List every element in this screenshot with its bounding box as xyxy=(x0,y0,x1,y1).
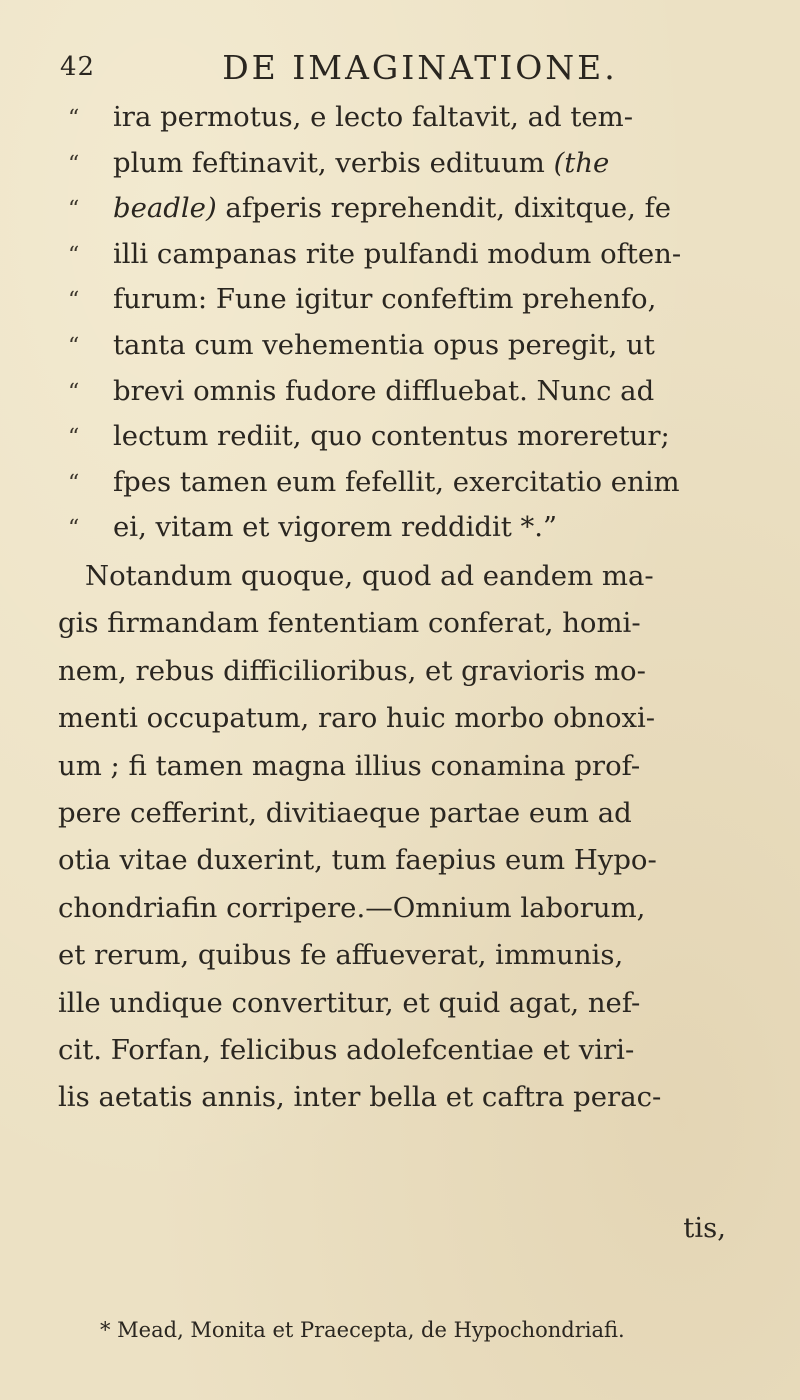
paragraph-line: et rerum, quibus fe affueverat, immunis, xyxy=(58,939,624,971)
quoted-line xyxy=(113,329,655,361)
quote-mark: “ xyxy=(68,471,80,496)
quoted-line xyxy=(113,466,680,498)
quote-mark: “ xyxy=(68,243,80,268)
paragraph-line: gis firmandam fententiam conferat, homi- xyxy=(58,607,641,639)
line-text: brevi omnis fudore diffluebat. Nunc ad xyxy=(113,375,655,407)
italic-gloss: beadle) xyxy=(113,192,217,224)
quote-mark: “ xyxy=(68,106,80,131)
quote-mark: “ xyxy=(68,425,80,450)
quote-mark: “ xyxy=(68,334,80,359)
quoted-line xyxy=(113,375,655,407)
line-text: ira permotus, e lecto faltavit, ad tem- xyxy=(113,101,634,133)
paragraph-line: chondriafin corripere.—Omnium laborum, xyxy=(58,892,646,924)
line-text: lectum rediit, quo contentus moreretur; xyxy=(113,420,670,452)
paragraph-line: lis aetatis annis, inter bella et caftra perac- xyxy=(58,1081,662,1113)
catchword: tis, xyxy=(683,1212,726,1244)
paragraph-line: nem, rebus difficilioribus, et gravioris mo- xyxy=(58,655,646,687)
quoted-line xyxy=(113,147,610,179)
italic-gloss: (the xyxy=(553,147,610,179)
paragraph-line: Notandum quoque, quod ad eandem ma- xyxy=(85,560,654,592)
quoted-line xyxy=(113,283,657,315)
line-text: plum feftinavit, verbis edituum xyxy=(113,147,554,179)
paragraph-line: um ; fi tamen magna illius conamina prof- xyxy=(58,750,641,782)
line-text: ei, vitam et vigorem reddidit *.” xyxy=(113,511,558,543)
line-text: illi campanas rite pulfandi modum often- xyxy=(113,238,682,270)
line-text: fpes tamen eum fefellit, exercitatio enim xyxy=(113,466,680,498)
line-text: afperis reprehendit, dixitque, fe xyxy=(216,192,672,224)
quote-mark: “ xyxy=(68,288,80,313)
quoted-line xyxy=(113,238,682,270)
paragraph-line: ille undique convertitur, et quid agat, nef- xyxy=(58,987,641,1019)
paragraph-line: menti occupatum, raro huic morbo obnoxi- xyxy=(58,702,656,734)
quote-mark: “ xyxy=(68,380,80,405)
quote-mark: “ xyxy=(68,516,80,541)
paragraph-line: otia vitae duxerint, tum faepius eum Hypo- xyxy=(58,844,657,876)
running-title: DE IMAGINATIONE. xyxy=(222,48,618,87)
quoted-line xyxy=(113,101,634,133)
paragraph-line: pere cefferint, divitiaeque partae eum ad xyxy=(58,797,632,829)
line-text: tanta cum vehementia opus peregit, ut xyxy=(113,329,655,361)
line-text: furum: Fune igitur confeftim prehenfo, xyxy=(113,283,657,315)
quote-mark: “ xyxy=(68,197,80,222)
quoted-line xyxy=(113,511,558,543)
quote-mark: “ xyxy=(68,152,80,177)
footnote: * Mead, Monita et Praecepta, de Hypochondriafi. xyxy=(100,1318,625,1342)
paragraph-line: cit. Forfan, felicibus adolefcentiae et viri- xyxy=(58,1034,635,1066)
quoted-line xyxy=(113,420,670,452)
page-number: 42 xyxy=(60,52,96,82)
quoted-line xyxy=(113,192,672,224)
